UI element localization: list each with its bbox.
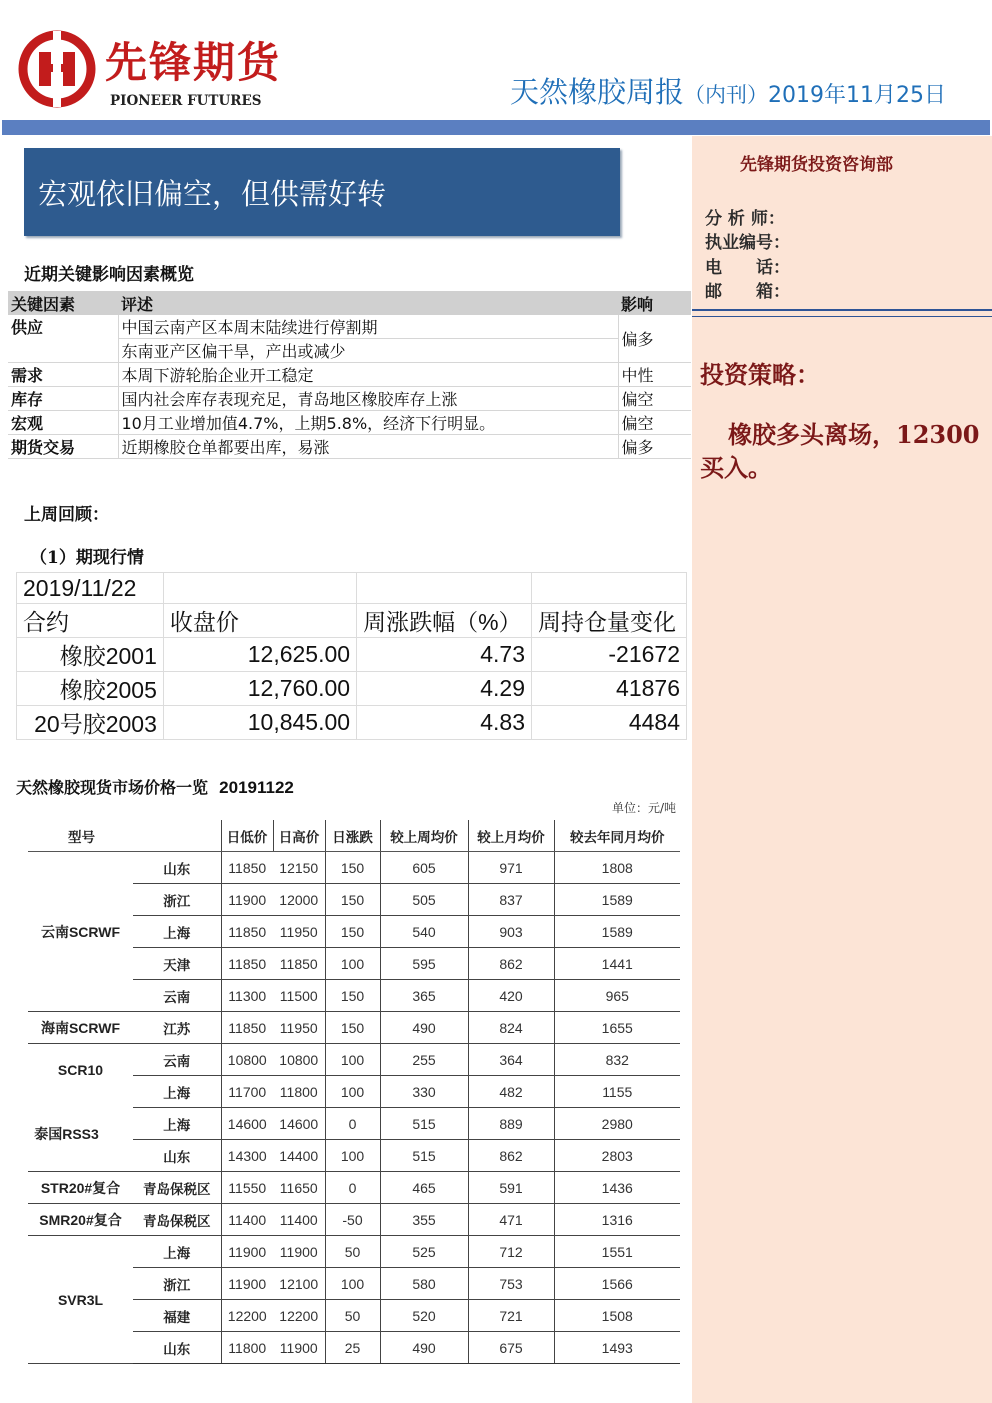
brand-name-en: PIONEER FUTURES	[110, 93, 262, 109]
spot-region: 青岛保税区	[133, 1204, 221, 1236]
factor-impact: 中性	[618, 363, 691, 387]
spot-group-name: 云南SCRWF	[28, 852, 133, 1012]
spot-day-change: 100	[325, 1268, 380, 1300]
spot-high-price: 12200	[273, 1300, 325, 1332]
close-price: 12,760.00	[163, 672, 356, 706]
table-row	[28, 1012, 680, 1044]
futures-table	[16, 572, 687, 740]
spot-day-change: 100	[325, 1044, 380, 1076]
spot-day-change: 0	[325, 1172, 380, 1204]
spot-low-price: 10800	[221, 1044, 273, 1076]
headline: 宏观依旧偏空，但供需好转	[38, 177, 387, 211]
contract-name: 橡胶2001	[17, 638, 164, 672]
empty-cell	[163, 573, 356, 604]
spot-vs-last-week: 505	[380, 884, 468, 916]
spot-low-price: 11850	[221, 948, 273, 980]
spot-high-price: 12000	[273, 884, 325, 916]
factor-comment: 近期橡胶仓单都要出库，易涨	[118, 435, 618, 459]
pioneer-logo-icon	[18, 28, 96, 110]
spot-vs-last-week: 365	[380, 980, 468, 1012]
spot-region: 天津	[133, 948, 221, 980]
spot-region: 江苏	[133, 1012, 221, 1044]
header-divider-bar	[2, 120, 990, 135]
spot-high-price: 12100	[273, 1268, 325, 1300]
spot-vs-last-year: 1436	[554, 1172, 680, 1204]
spot-title-text: 天然橡胶现货市场价格一览	[16, 778, 209, 797]
spot-high-price: 11900	[273, 1236, 325, 1268]
futures-date: 2019/11/22	[17, 573, 164, 604]
spot-vs-last-week: 525	[380, 1236, 468, 1268]
spot-day-change: 50	[325, 1300, 380, 1332]
spot-vs-last-week: 520	[380, 1300, 468, 1332]
weekly-change: 4.73	[357, 638, 532, 672]
futures-header-row	[17, 604, 687, 638]
spot-vs-last-year: 1589	[554, 884, 680, 916]
spot-high-price: 12150	[273, 852, 325, 884]
spot-vs-last-week: 255	[380, 1044, 468, 1076]
factor-table	[8, 291, 691, 459]
factor-comment: 东南亚产区偏干旱，产出或减少	[118, 339, 618, 363]
table-row	[17, 672, 687, 706]
spot-day-change: 100	[325, 948, 380, 980]
report-title	[510, 70, 946, 111]
spot-vs-last-week: 330	[380, 1076, 468, 1108]
spot-vs-last-year: 1441	[554, 948, 680, 980]
spot-vs-last-week: 515	[380, 1140, 468, 1172]
spot-vs-last-month: 364	[468, 1044, 554, 1076]
spot-group-name: SVR3L	[28, 1236, 133, 1364]
review-title: 上周回顾：	[24, 505, 109, 525]
spot-vs-last-month: 675	[468, 1332, 554, 1364]
spot-vs-last-month: 889	[468, 1108, 554, 1140]
spot-low-price: 11850	[221, 916, 273, 948]
spot-low-price: 11700	[221, 1076, 273, 1108]
close-price: 10,845.00	[163, 706, 356, 740]
report-title-tag: （内刊）	[684, 83, 769, 107]
spot-vs-last-week: 605	[380, 852, 468, 884]
spot-vs-last-year: 1155	[554, 1076, 680, 1108]
header-comment: 评述	[118, 291, 618, 315]
spot-title	[16, 775, 294, 798]
spot-vs-last-month: 712	[468, 1236, 554, 1268]
header-vs-last-year: 较去年同月均价	[554, 820, 680, 852]
spot-high-price: 14400	[273, 1140, 325, 1172]
factor-comment: 本周下游轮胎企业开工稳定	[118, 363, 618, 387]
spot-vs-last-month: 753	[468, 1268, 554, 1300]
oi-change: 41876	[532, 672, 687, 706]
table-row	[8, 411, 691, 435]
spot-group-name: STR20#复合	[28, 1172, 133, 1204]
spot-region: 山东	[133, 1140, 221, 1172]
spot-day-change: 150	[325, 980, 380, 1012]
spot-header-row	[28, 820, 680, 852]
header-factor: 关键因素	[8, 291, 118, 315]
factor-name: 宏观	[8, 411, 118, 435]
spot-low-price: 11550	[221, 1172, 273, 1204]
sidebar-panel	[692, 136, 992, 1403]
spot-low-price: 11800	[221, 1332, 273, 1364]
spot-vs-last-year: 1566	[554, 1268, 680, 1300]
license-label: 执业编号：	[705, 233, 790, 253]
table-row	[28, 1172, 680, 1204]
header-vs-last-month: 较上月均价	[468, 820, 554, 852]
spot-day-change: 150	[325, 884, 380, 916]
spot-vs-last-year: 1493	[554, 1332, 680, 1364]
table-row	[28, 852, 680, 884]
spot-vs-last-year: 1589	[554, 916, 680, 948]
spot-group-name: SCR10	[57, 1062, 104, 1078]
spot-high-price: 11950	[273, 916, 325, 948]
table-row	[28, 1236, 680, 1268]
spot-day-change: -50	[325, 1204, 380, 1236]
empty-cell	[357, 573, 532, 604]
spot-high-price: 11900	[273, 1332, 325, 1364]
header-oi-change: 周持仓量变化	[532, 604, 687, 638]
strategy-text: 橡胶多头离场，12300买入。	[700, 420, 980, 482]
spot-day-change: 150	[325, 1012, 380, 1044]
spot-table	[28, 820, 680, 1364]
spot-low-price: 11900	[221, 1268, 273, 1300]
spot-high-price: 11500	[273, 980, 325, 1012]
factor-comment: 国内社会库存表现充足，青岛地区橡胶库存上涨	[118, 387, 618, 411]
spot-group-name: 泰国RSS3	[34, 1126, 99, 1142]
spot-low-price: 14600	[221, 1108, 273, 1140]
factor-name: 期货交易	[8, 435, 118, 459]
spot-low-price: 11900	[221, 884, 273, 916]
spot-vs-last-week: 515	[380, 1108, 468, 1140]
header-close: 收盘价	[163, 604, 356, 638]
spot-vs-last-year: 1655	[554, 1012, 680, 1044]
spot-region: 浙江	[133, 1268, 221, 1300]
overview-title: 近期关键影响因素概览	[24, 265, 194, 285]
spot-day-change: 0	[325, 1108, 380, 1140]
spot-vs-last-month: 837	[468, 884, 554, 916]
header-change: 周涨跌幅（%）	[357, 604, 532, 638]
analyst-label: 分 析 师：	[705, 209, 785, 229]
spot-low-price: 14300	[221, 1140, 273, 1172]
spot-day-change: 150	[325, 852, 380, 884]
spot-vs-last-week: 490	[380, 1332, 468, 1364]
header-low: 日低价	[221, 820, 273, 852]
factor-impact: 偏空	[618, 387, 691, 411]
spot-vs-last-month: 862	[468, 948, 554, 980]
spot-region: 云南	[133, 1044, 221, 1076]
header-contract: 合约	[17, 604, 164, 638]
weekly-change: 4.83	[357, 706, 532, 740]
department-name: 先锋期货投资咨询部	[740, 155, 893, 175]
table-row	[28, 1204, 680, 1236]
spot-vs-last-year: 965	[554, 980, 680, 1012]
factor-table-header	[8, 291, 691, 315]
factor-name: 库存	[8, 387, 118, 411]
spot-vs-last-month: 482	[468, 1076, 554, 1108]
spot-region: 上海	[133, 1108, 221, 1140]
spot-high-price: 11950	[273, 1012, 325, 1044]
spot-date: 20191122	[219, 778, 294, 797]
spot-high-price: 11650	[273, 1172, 325, 1204]
spot-unit: 单位：元/吨	[612, 801, 677, 815]
contract-name: 20号胶2003	[17, 706, 164, 740]
spot-vs-last-year: 1808	[554, 852, 680, 884]
spot-region: 上海	[133, 1076, 221, 1108]
spot-vs-last-year: 1508	[554, 1300, 680, 1332]
spot-group-name: SMR20#复合	[28, 1204, 133, 1236]
spot-vs-last-year: 2803	[554, 1140, 680, 1172]
spot-low-price: 11850	[221, 852, 273, 884]
spot-low-price: 11850	[221, 1012, 273, 1044]
contract-name: 橡胶2005	[17, 672, 164, 706]
oi-change: 4484	[532, 706, 687, 740]
spot-vs-last-week: 580	[380, 1268, 468, 1300]
spot-region: 山东	[133, 852, 221, 884]
spot-vs-last-week: 465	[380, 1172, 468, 1204]
table-row	[17, 706, 687, 740]
futures-date-row	[17, 573, 687, 604]
header-impact: 影响	[618, 291, 691, 315]
spot-vs-last-year: 1551	[554, 1236, 680, 1268]
table-row	[28, 1044, 680, 1076]
spot-vs-last-week: 490	[380, 1012, 468, 1044]
spot-low-price: 11900	[221, 1236, 273, 1268]
factor-name: 需求	[8, 363, 118, 387]
factor-comment: 中国云南产区本周末陆续进行停割期	[118, 315, 618, 339]
spot-vs-last-month: 824	[468, 1012, 554, 1044]
spot-high-price: 11400	[273, 1204, 325, 1236]
spot-group-scr10-rss3	[28, 1044, 133, 1172]
spot-vs-last-month: 903	[468, 916, 554, 948]
spot-high-price: 11850	[273, 948, 325, 980]
report-title-main: 天然橡胶周报	[510, 75, 685, 109]
table-row	[17, 638, 687, 672]
spot-vs-last-month: 471	[468, 1204, 554, 1236]
header-model: 型号	[28, 820, 221, 852]
factor-impact: 偏空	[618, 411, 691, 435]
spot-region: 上海	[133, 1236, 221, 1268]
factor-comment: 10月工业增加值4.7%，上期5.8%，经济下行明显。	[118, 411, 618, 435]
spot-low-price: 12200	[221, 1300, 273, 1332]
spot-day-change: 150	[325, 916, 380, 948]
table-row	[8, 435, 691, 459]
sidebar-divider-thin	[692, 316, 992, 317]
spot-day-change: 100	[325, 1076, 380, 1108]
oi-change: -21672	[532, 638, 687, 672]
spot-vs-last-week: 540	[380, 916, 468, 948]
sidebar-divider	[692, 309, 992, 311]
spot-day-change: 25	[325, 1332, 380, 1364]
brand-name-cn: 先锋期货	[105, 38, 282, 87]
spot-vs-last-year: 1316	[554, 1204, 680, 1236]
spot-region: 浙江	[133, 884, 221, 916]
spot-region: 青岛保税区	[133, 1172, 221, 1204]
review-subtitle: （1）期现行情	[30, 548, 144, 568]
header-high: 日高价	[273, 820, 325, 852]
spot-high-price: 11800	[273, 1076, 325, 1108]
spot-region: 山东	[133, 1332, 221, 1364]
spot-day-change: 50	[325, 1236, 380, 1268]
factor-impact: 偏多	[618, 315, 691, 363]
spot-group-name: 海南SCRWF	[28, 1012, 133, 1044]
spot-region: 上海	[133, 916, 221, 948]
header-vs-last-week: 较上周均价	[380, 820, 468, 852]
phone-label: 电 话：	[705, 258, 790, 278]
header-day-change: 日涨跌	[325, 820, 380, 852]
spot-low-price: 11400	[221, 1204, 273, 1236]
spot-vs-last-week: 355	[380, 1204, 468, 1236]
spot-vs-last-month: 420	[468, 980, 554, 1012]
close-price: 12,625.00	[163, 638, 356, 672]
email-label: 邮 箱：	[705, 282, 790, 302]
spot-vs-last-month: 862	[468, 1140, 554, 1172]
spot-region: 福建	[133, 1300, 221, 1332]
weekly-change: 4.29	[357, 672, 532, 706]
factor-name: 供应	[8, 315, 118, 363]
spot-low-price: 11300	[221, 980, 273, 1012]
spot-high-price: 14600	[273, 1108, 325, 1140]
spot-vs-last-week: 595	[380, 948, 468, 980]
spot-day-change: 100	[325, 1140, 380, 1172]
strategy-title: 投资策略：	[700, 360, 820, 389]
table-row	[8, 387, 691, 411]
spot-vs-last-year: 832	[554, 1044, 680, 1076]
spot-vs-last-month: 591	[468, 1172, 554, 1204]
spot-vs-last-month: 971	[468, 852, 554, 884]
table-row	[8, 363, 691, 387]
empty-cell	[532, 573, 687, 604]
spot-region: 云南	[133, 980, 221, 1012]
table-row	[8, 315, 691, 339]
report-date: 2019年11月25日	[768, 83, 946, 108]
spot-vs-last-month: 721	[468, 1300, 554, 1332]
factor-impact: 偏多	[618, 435, 691, 459]
spot-vs-last-year: 2980	[554, 1108, 680, 1140]
spot-high-price: 10800	[273, 1044, 325, 1076]
